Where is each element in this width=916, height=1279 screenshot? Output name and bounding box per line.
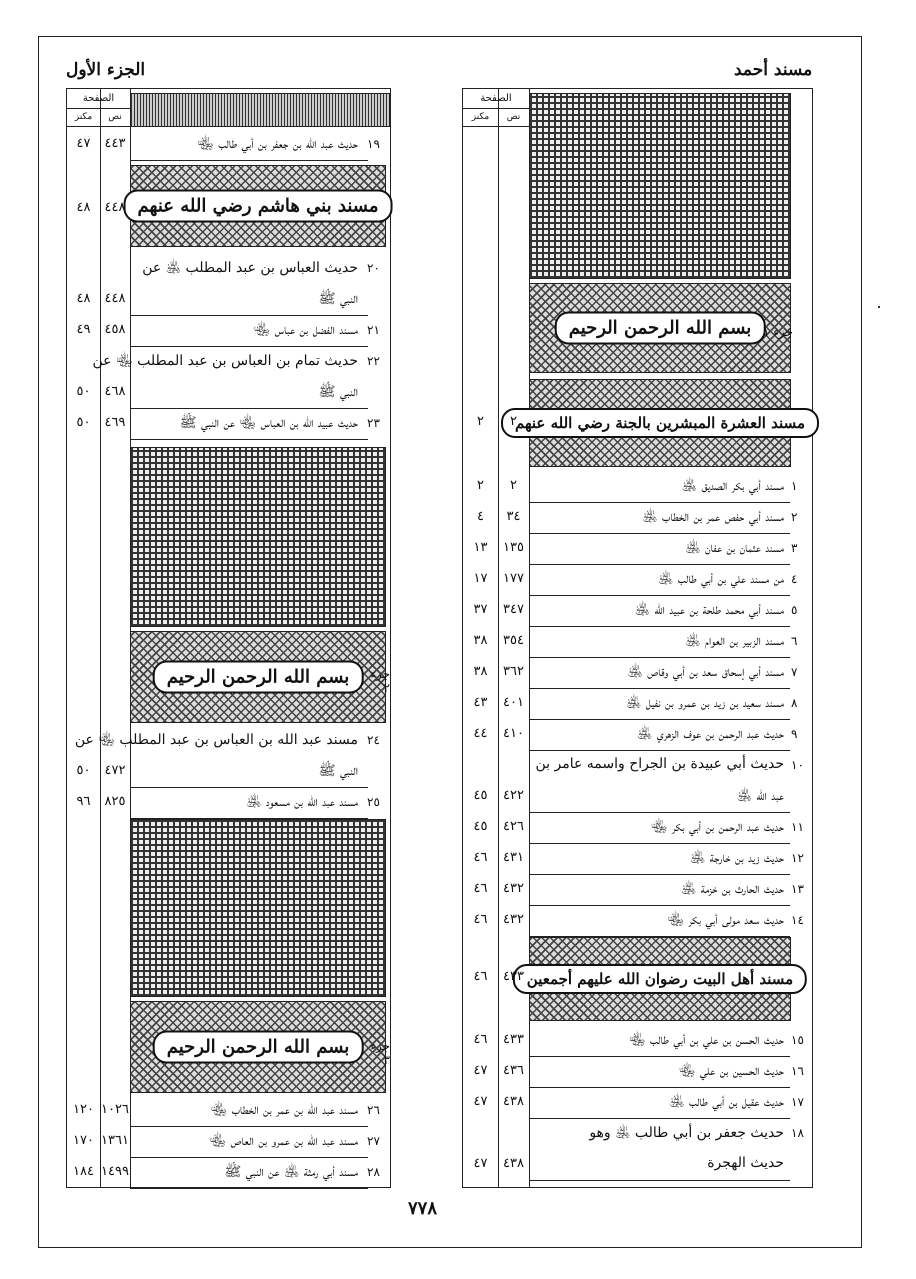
entry-title: حديث عبد الله بن جعفر بن أبي طالب ﵄ [197, 136, 358, 152]
markaz-value: ٤٧ [473, 1156, 488, 1171]
nass-value: ٤٣١ [503, 850, 524, 865]
ahl-bayt-pages [463, 969, 529, 999]
entry-number: ٢٧ [367, 1134, 380, 1148]
row-rule [130, 160, 368, 161]
row-rule [529, 688, 790, 689]
entry-title: حديث سعد مولى أبي بكر ﵄ [667, 912, 784, 928]
entry-title: حديث عبيد الله بن العباس ﵄ عن النبي ﷺ [179, 415, 358, 431]
index-row [463, 690, 814, 720]
page-header-cell [463, 89, 529, 127]
index-row [463, 628, 814, 658]
entry-number: ٦ [791, 634, 798, 648]
index-row [67, 348, 392, 378]
markaz-value: ٤٣ [473, 695, 488, 710]
entry-number: ١ [791, 479, 798, 493]
kufic-ornament-band [130, 819, 386, 997]
bani-hashim-pages [67, 200, 130, 230]
entry-number: ١٠ [791, 758, 804, 772]
entry-number: ٢٠ [367, 261, 380, 275]
row-rule [130, 439, 368, 440]
nass-value: ٤٦٨ [104, 384, 126, 399]
index-row [463, 566, 814, 596]
entry-number: ١٣ [791, 882, 804, 896]
nass-value: ٤٣٨ [503, 1094, 524, 1109]
markaz-value: ٤٥ [473, 788, 488, 803]
row-rule [130, 315, 368, 316]
row-rule [529, 874, 790, 875]
index-row [67, 410, 392, 440]
entry-number: ٧ [791, 665, 798, 679]
row-rule [529, 1087, 790, 1088]
basmala-text: بسم الله الرحمن الرحيم [555, 312, 766, 345]
markaz-value: ٤٥ [473, 819, 488, 834]
entry-title: مسند الزبير بن العوام ﵁ [685, 633, 784, 649]
markaz-value: ٤ [477, 509, 484, 524]
nass-value: ٤٣٢ [503, 881, 524, 896]
markaz-value: ٤٧ [76, 136, 91, 151]
nass-value: ٣٤٧ [503, 602, 524, 617]
row-rule [130, 346, 368, 347]
entry-number: ١٦ [791, 1064, 804, 1078]
entry-title: عبد الله ﵁ [736, 788, 784, 804]
index-row [67, 1159, 392, 1189]
entry-title: مسند أبي محمد طلحة بن عبيد الله ﵁ [634, 602, 784, 618]
markaz-value: ١٧٠ [73, 1133, 94, 1148]
entry-title: النبي ﷺ [318, 291, 358, 307]
markaz-value: ٣٧ [473, 602, 488, 617]
index-row [463, 535, 814, 565]
index-row [463, 504, 814, 534]
row-rule [529, 719, 790, 720]
entry-title: مسند عبد الله بن العباس بن عبد المطلب ﵄ عن [74, 732, 358, 748]
markaz-heading: مكنز [74, 112, 93, 122]
nass-value: ٨٢٥ [104, 794, 126, 809]
index-row [463, 845, 814, 875]
entry-number: ٢٢ [367, 354, 380, 368]
markaz-value: ٤٦ [473, 912, 488, 927]
markaz-value: ٥٠ [76, 763, 91, 778]
left-index-column [66, 88, 391, 1188]
index-row [463, 721, 814, 751]
markaz-heading: مكنز [471, 112, 490, 122]
row-rule [130, 1157, 368, 1158]
entry-number: ٢٤ [367, 733, 380, 747]
entry-number: ٥ [791, 603, 798, 617]
row-rule [529, 564, 790, 565]
nass-value: ٤٣٢ [503, 912, 524, 927]
row-rule [130, 1188, 368, 1189]
nass-value: ٢ [510, 414, 517, 429]
entry-number: ١٤ [791, 913, 804, 927]
index-row [67, 758, 392, 788]
markaz-value: ٤٩ [76, 322, 91, 337]
markaz-value: ٤٧ [473, 1063, 488, 1078]
nass-value: ٤٣٨ [503, 1156, 524, 1171]
index-row [67, 1097, 392, 1127]
nass-value: ٣٥٤ [503, 633, 524, 648]
nass-value: ٤٣٣ [503, 1032, 524, 1047]
entry-title: مسند سعيد بن زيد بن عمرو بن نفيل ﵁ [625, 695, 784, 711]
ahl-bayt-section-band [526, 937, 794, 1021]
markaz-value: ٢ [477, 414, 484, 429]
bani-hashim-title: مسند بني هاشم رضي الله عنهم [124, 190, 393, 223]
markaz-value: ٢ [477, 478, 484, 493]
nass-value: ٤٣٣ [503, 969, 524, 984]
entry-number: ١٥ [791, 1033, 804, 1047]
page-header-cell [67, 89, 130, 127]
index-row [67, 317, 392, 347]
nass-value: ٣٦٢ [503, 664, 524, 679]
nass-value: ٤٦٩ [104, 415, 126, 430]
index-row [67, 789, 392, 819]
ashara-title: مسند العشرة المبشرين بالجنة رضي الله عنهم [501, 408, 819, 438]
nass-heading: نص [108, 112, 122, 122]
row-rule [529, 812, 790, 813]
entry-number: ٢١ [367, 323, 380, 337]
nass-value: ٤٥٨ [104, 322, 126, 337]
index-row [67, 379, 392, 409]
markaz-value: ١٨٤ [73, 1164, 94, 1179]
entry-title: حديث الحسين بن علي ﵄ [678, 1063, 784, 1079]
nass-value: ٣٤ [506, 509, 521, 524]
nass-value: ٤٤٣ [104, 136, 126, 151]
row-rule [529, 843, 790, 844]
index-row [67, 727, 392, 757]
entry-title: مسند أبي بكر الصديق ﵁ [681, 478, 784, 494]
entry-title: حديث تمام بن العباس بن عبد المطلب ﵄ عن [92, 353, 358, 369]
markaz-value: ٤٧ [473, 1094, 488, 1109]
entry-number: ١٢ [791, 851, 804, 865]
entry-number: ١٧ [791, 1095, 804, 1109]
nass-value: ٢ [510, 478, 517, 493]
row-rule [529, 533, 790, 534]
entry-title: حديث عقيل بن أبي طالب ﵁ [669, 1094, 784, 1110]
entry-title: حديث الحارث بن خزمة ﵁ [681, 881, 784, 897]
markaz-value: ٤٨ [76, 200, 91, 215]
page-heading: الصفحة [67, 89, 130, 109]
juz-1-label: جزء ١ [763, 325, 793, 339]
page-heading: الصفحة [463, 89, 529, 109]
entry-number: ١٩ [367, 137, 380, 151]
entry-title: حديث الهجرة [707, 1155, 784, 1171]
nass-value: ١٣٥ [503, 540, 524, 555]
index-row [67, 286, 392, 316]
markaz-value: ١٢٠ [73, 1102, 94, 1117]
index-row [463, 1089, 814, 1119]
nass-value: ١٧٧ [503, 571, 524, 586]
index-row [463, 876, 814, 906]
nass-value: ١٠٢٦ [101, 1102, 129, 1117]
entry-number: ٢٦ [367, 1103, 380, 1117]
row-rule [130, 1126, 368, 1127]
entry-title: مسند عثمان بن عفان ﵁ [685, 540, 784, 556]
nass-value: ٤٤٨ [104, 291, 126, 306]
kufic-ornament-band [130, 447, 386, 627]
markaz-value: ٤٦ [473, 1032, 488, 1047]
right-index-column [462, 88, 813, 1188]
kufic-ornament-band [529, 93, 791, 279]
index-row [463, 659, 814, 689]
entry-title: مسند عبد الله بن مسعود ﵁ [246, 794, 358, 810]
ahl-bayt-title: مسند أهل البيت رضوان الله عليهم أجمعين [513, 964, 807, 994]
page-number: ٧٧٨ [408, 1198, 438, 1219]
index-row [67, 1128, 392, 1158]
index-row [463, 907, 814, 937]
entry-title: مسند الفضل بن عباس ﵄ [253, 322, 358, 338]
markaz-value: ٤٦ [473, 969, 488, 984]
markaz-value: ٩٦ [76, 794, 91, 809]
nass-value: ٤٧٢ [104, 763, 126, 778]
index-row [463, 814, 814, 844]
row-rule [130, 787, 368, 788]
markaz-value: ٤٤ [473, 726, 488, 741]
index-row [463, 473, 814, 503]
basmala-text: بسم الله الرحمن الرحيم [153, 661, 364, 694]
nass-value: ٤٢٦ [503, 819, 524, 834]
entry-number: ٢٨ [367, 1165, 380, 1179]
ashara-pages [463, 414, 529, 444]
row-rule [529, 1180, 790, 1181]
entry-number: ٤ [791, 572, 798, 586]
index-row [463, 597, 814, 627]
entry-title: حديث عبد الرحمن بن عوف الزهري ﵁ [637, 726, 784, 742]
nass-heading: نص [506, 112, 521, 122]
row-rule [529, 905, 790, 906]
index-row [463, 752, 814, 782]
running-header-volume: الجزء الأول [66, 60, 146, 80]
entry-number: ٢٣ [367, 416, 380, 430]
entry-number: ٣ [791, 541, 798, 555]
index-row [463, 1058, 814, 1088]
nass-value: ١٤٩٩ [101, 1164, 129, 1179]
markaz-value: ٤٦ [473, 850, 488, 865]
entry-title: مسند أبي حفص عمر بن الخطاب ﵁ [642, 509, 784, 525]
entry-title: النبي ﷺ [318, 384, 358, 400]
index-row [463, 783, 814, 813]
markaz-value: ٥٠ [76, 384, 91, 399]
row-rule [529, 502, 790, 503]
nass-value: ٤٠١ [503, 695, 524, 710]
row-rule [529, 750, 790, 751]
markaz-value: ٣٨ [473, 633, 488, 648]
basmala-band [529, 283, 791, 373]
entry-title: النبي ﷺ [318, 763, 358, 779]
markaz-value: ٤٦ [473, 881, 488, 896]
entry-number: ٩ [791, 727, 798, 741]
row-rule [529, 626, 790, 627]
entry-title: مسند أبي رمثة ﵁ عن النبي ﷺ [224, 1164, 358, 1180]
entry-number: ١١ [791, 820, 804, 834]
row-rule [130, 408, 368, 409]
entry-title: حديث العباس بن عبد المطلب ﵁ عن [142, 260, 358, 276]
markaz-value: ٤٨ [76, 291, 91, 306]
running-header-book: مسند أحمد [734, 60, 813, 80]
index-row [67, 131, 392, 161]
nass-value: ٤٣٦ [503, 1063, 524, 1078]
entry-title: مسند أبي إسحاق سعد بن أبي وقاص ﵁ [627, 664, 784, 680]
entry-number: ٢٥ [367, 795, 380, 809]
basmala-band [130, 1001, 386, 1093]
bani-hashim-section-band [130, 165, 386, 247]
row-rule [529, 1118, 790, 1119]
entry-number: ٢ [791, 510, 798, 524]
basmala-text: بسم الله الرحمن الرحيم [153, 1031, 364, 1064]
index-row [67, 255, 392, 285]
entry-title: حديث الحسن بن علي بن أبي طالب ﵄ [628, 1032, 784, 1048]
nass-value: ٤٤٨ [104, 200, 126, 215]
entry-title: حديث زيد بن خارجة ﵁ [690, 850, 784, 866]
row-rule [529, 595, 790, 596]
stray-mark [878, 306, 880, 308]
entry-number: ١٨ [791, 1126, 804, 1140]
entry-title: حديث أبي عبيدة بن الجراح واسمه عامر بن [535, 756, 784, 772]
entry-title: مسند عبد الله بن عمرو بن العاص ﵄ [209, 1133, 358, 1149]
basmala-band [130, 631, 386, 723]
markaz-value: ٥٠ [76, 415, 91, 430]
top-ornament-strip [130, 93, 390, 127]
ashara-section-band [515, 379, 805, 467]
markaz-value: ١٧ [473, 571, 488, 586]
entry-number: ٨ [791, 696, 798, 710]
juz-3-label: جزء ٣ [370, 1039, 390, 1067]
row-rule [529, 657, 790, 658]
entry-title: من مسند علي بن أبي طالب ﵁ [658, 571, 784, 587]
markaz-value: ٣٨ [473, 664, 488, 679]
index-row [463, 1151, 814, 1181]
entry-title: حديث جعفر بن أبي طالب ﵁ وهو [589, 1125, 784, 1141]
entry-title: مسند عبد الله بن عمر بن الخطاب ﵄ [210, 1102, 358, 1118]
row-rule [529, 1056, 790, 1057]
nass-value: ٤٢٢ [503, 788, 524, 803]
nass-value: ١٣٦١ [101, 1133, 129, 1148]
juz-2-label: جزء ٢ [370, 667, 390, 695]
index-row [463, 1120, 814, 1150]
nass-value: ٤١٠ [503, 726, 524, 741]
entry-title: حديث عبد الرحمن بن أبي بكر ﵄ [650, 819, 784, 835]
index-row [463, 1027, 814, 1057]
markaz-value: ١٣ [473, 540, 488, 555]
